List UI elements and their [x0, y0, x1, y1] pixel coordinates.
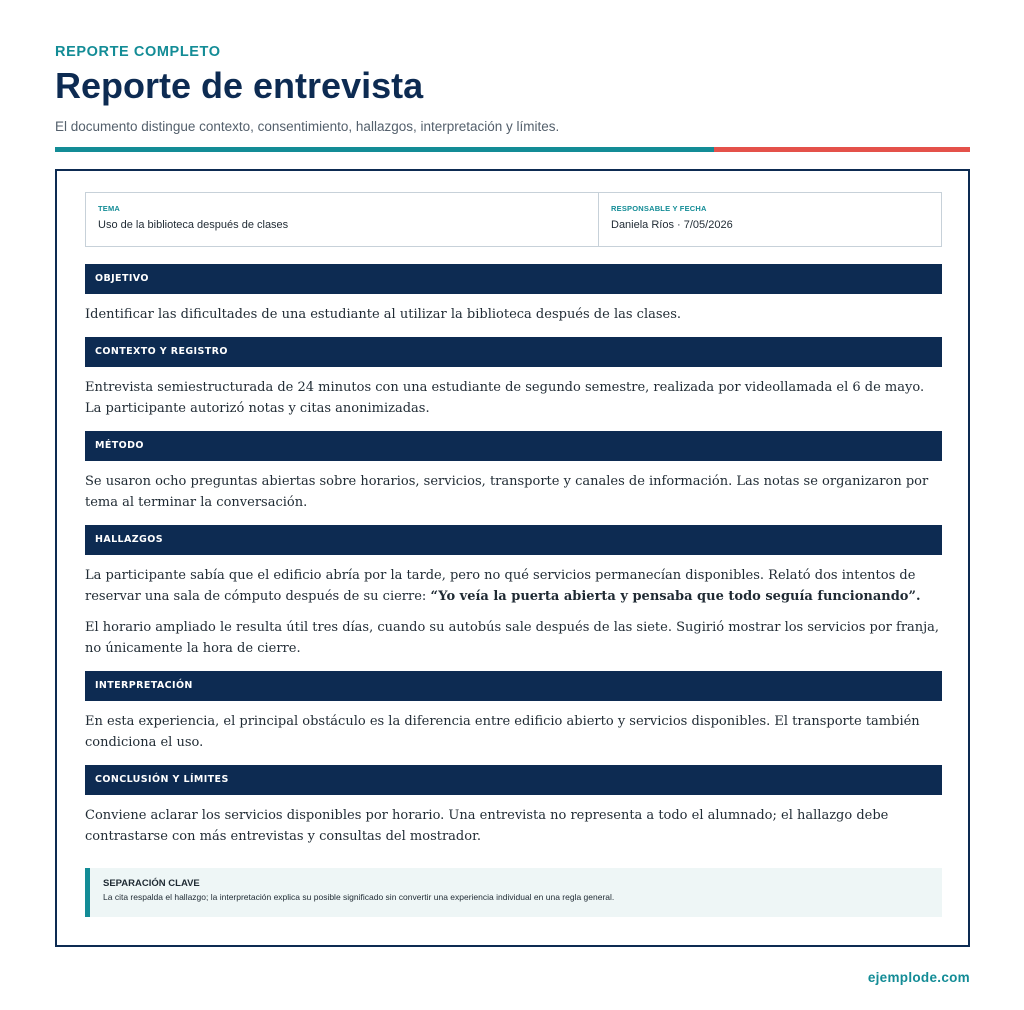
- page-title: Reporte de entrevista: [55, 65, 424, 106]
- divider-teal-segment: [55, 147, 714, 152]
- meta-owner-cell: [599, 193, 941, 246]
- hallazgos-text-lead: La participante sabía que el edificio abría por la tarde, pero no qué servicios permanecían disponibles. Relató dos intentos de reservar una sala de cómputo después de su cierre:: [85, 567, 916, 604]
- report-eyebrow: REPORTE COMPLETO: [55, 44, 221, 60]
- header-divider: [55, 147, 970, 152]
- note-title: SEPARACIÓN CLAVE: [103, 877, 200, 889]
- section-heading-objetivo: OBJETIVO: [85, 264, 942, 294]
- section-heading-conclusion: CONCLUSIÓN Y LÍMITES: [85, 765, 942, 795]
- section-heading-metodo: MÉTODO: [85, 431, 942, 461]
- page-subtitle: El documento distingue contexto, consentimiento, hallazgos, interpretación y límites.: [55, 119, 560, 134]
- divider-red-segment: [714, 147, 970, 152]
- section-text-interpretacion: En esta experiencia, el principal obstáculo es la diferencia entre edificio abierto y servicios disponibles. El transporte también condiciona el uso.: [85, 713, 920, 750]
- section-text-hallazgos-2: El horario ampliado le resulta útil tres días, cuando su autobús sale después de las siete. Sugirió mostrar los servicios por franja, no únicamente la hora de cierre.: [85, 619, 940, 656]
- note-text: La cita respalda el hallazgo; la interpretación explica su posible significado sin convertir una experiencia individual en una regla general.: [103, 891, 615, 902]
- meta-topic-label: TEMA: [98, 204, 121, 213]
- section-text-objetivo: Identificar las dificultades de una estudiante al utilizar la biblioteca después de las clases.: [85, 307, 682, 322]
- brand-logo-text: ejemplode.com: [867, 970, 970, 985]
- hallazgos-quote: “Yo veía la puerta abierta y pensaba que todo seguía funcionando”.: [430, 589, 921, 604]
- section-heading-hallazgos: HALLAZGOS: [85, 525, 942, 555]
- section-heading-interpretacion: INTERPRETACIÓN: [85, 671, 942, 701]
- section-text-hallazgos-1: [85, 565, 942, 608]
- report-content: [85, 264, 942, 917]
- section-heading-contexto: CONTEXTO Y REGISTRO: [85, 337, 942, 367]
- section-text-contexto: Entrevista semiestructurada de 24 minutos con una estudiante de segundo semestre, realizada por videollamada el 6 de mayo. La participante autorizó notas y citas anonimizadas.: [85, 379, 925, 416]
- section-text-metodo: Se usaron ocho preguntas abiertas sobre horarios, servicios, transporte y canales de información. Las notas se organizaron por tema al terminar la conversación.: [85, 473, 929, 510]
- meta-owner-label: RESPONSABLE Y FECHA: [611, 204, 707, 213]
- report-card: [55, 169, 970, 947]
- meta-topic-cell: [86, 193, 599, 246]
- key-note-callout: [85, 868, 942, 917]
- meta-table: [85, 192, 942, 247]
- meta-topic-value: Uso de la biblioteca después de clases: [98, 219, 289, 231]
- meta-owner-value: Daniela Ríos · 7/05/2026: [611, 219, 733, 231]
- section-text-conclusion: Conviene aclarar los servicios disponibles por horario. Una entrevista no representa a todo el alumnado; el hallazgo debe contrastarse con más entrevistas y consultas del mostrador.: [85, 807, 889, 844]
- report-header: [55, 44, 970, 135]
